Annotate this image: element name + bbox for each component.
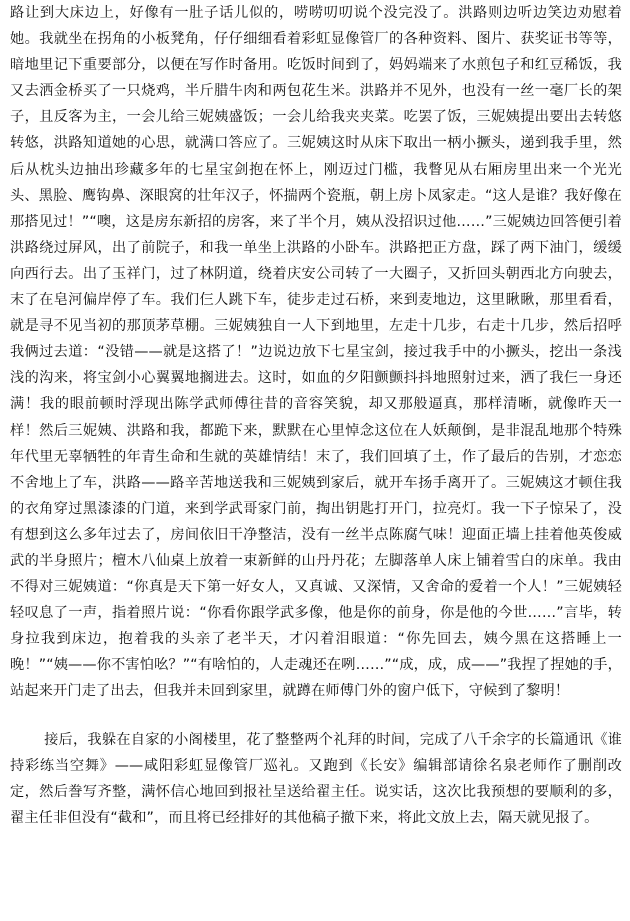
article-paragraph-1: 路让到大床边上，好像有一肚子话儿似的，唠唠叨叨说个没完没了。洪路则边听边笑边劝慰着她。我就坐在拐角的小板凳角，仔仔细细看着彩虹显像管厂的各种资料、图片、获奖证书等等，暗地里记下重要部分，以便在写作时备用。吃饭时间到了，妈妈端来了水煎包子和红豆稀饭，我又去洒金桥买了一只烧鸡，半斤腊牛肉和两包花生米。洪路并不见外，也没有一丝一毫厂长的架子，且反客为主，一会儿给三妮姨盛饭；一会儿给我夹夹菜。吃罢了饭，三妮姨提出要出去转悠转悠，洪路知道她的心思，就满口答应了。三妮姨这时从床下取出一柄小撅头，递到我手里，然后从枕头边抽出珍藏多年的七星宝剑抱在怀上，刚迈过门槛，我瞥见从右厢房里出来一个光光头、黑脸、鹰钩鼻、深眼窝的壮年汉子，怀揣两个瓷瓶，朝上房卜凤家走。“这人是谁？我好像在那搭见过！”“噢，这是房东新招的房客，来了半个月，姨从没招识过他……”三妮姨边回答便引着洪路绕过屏风，出了前院子，和我一单坐上洪路的小卧车。洪路把正方盘，踩了两下油门，缓缓向西行去。出了玉祥门，过了林阴道，绕着庆安公司转了一大圈子，又折回头朝西北方向驶去，末了在皂河偏岸停了车。我们仨人跳下车，徒步走过石桥，来到麦地边，这里瞅瞅，那里看看，就是寻不见当初的那顶茅草棚。三妮姨独自一人下到地里，左走十几步，右走十几步，然后招呼我俩过去道：“没错——就是这搭了！”边说边放下七星宝剑，接过我手中的小撅头，挖出一条浅浅的沟来，将宝剑小心翼翼地搁进去。这时，如血的夕阳颤颤抖抖地照射过来，洒了我仨一身还满！我的眼前顿时浮现出陈学武师傅往昔的音容笑貌，却又那般逼真，那样清晰，就像昨天一样！然后三妮姨、洪路和我，都跪下来，默默在心里悼念这位在人妖颠倒，是非混乱地那个特殊年代里无辜牺牲的年青生命和生就的英雄情结！末了，我们回填了土，作了最后的告别，才恋恋不舍地上了车，洪路——路辛苦地送我和三妮姨到家后，就开车扬手离开了。三妮姨这才顿住我的衣角穿过黑漆漆的门道，来到学武哥家门前，掏出钥匙打开门，拉亮灯。我一下子惊呆了，没有想到这么多年过去了，房间依旧干净整洁，没有一丝半点陈腐气味！迎面正墙上挂着他英俊威武的半身照片；檀木八仙桌上放着一束新鲜的山丹丹花；左脚落单人床上铺着雪白的床单。我由不得对三妮姨道：“你真是天下第一好女人，又真诚、又深情，又舍命的爱着一个人！”三妮姨轻轻叹息了一声，指着照片说：“你看你跟学武多像，他是你的前身，你是他的今世……”言毕，转身拉我到床边，抱着我的头亲了老半天，才闪着泪眼道：“你先回去，姨今黑在这搭睡上一晚！”“姨——你不害怕吆？”“有啥怕的，人走魂还在咧……”“成，成，成——”我捏了捏她的手，站起来开门走了出去，但我并未回到家里，就蹲在师傅门外的窗户低下，守候到了黎明！ [10,5,622,700]
article-paragraph-2: 接后，我躲在自家的小阁楼里，花了整整两个礼拜的时间，完成了八千余字的长篇通讯《谁持彩练当空舞》——咸阳彩虹显像管厂巡礼。又跑到《长安》编辑部请徐名泉老师作了删削改定，然后誊写齐整，满怀信心地回到报社呈送给翟主任。说实话，这次比我预想的要顺利的多，翟主任非但没有“截和”，而且将已经排好的其他稿子撤下来，将此文放上去，隔天就见报了。 [10,731,622,826]
article-page [10,0,622,831]
